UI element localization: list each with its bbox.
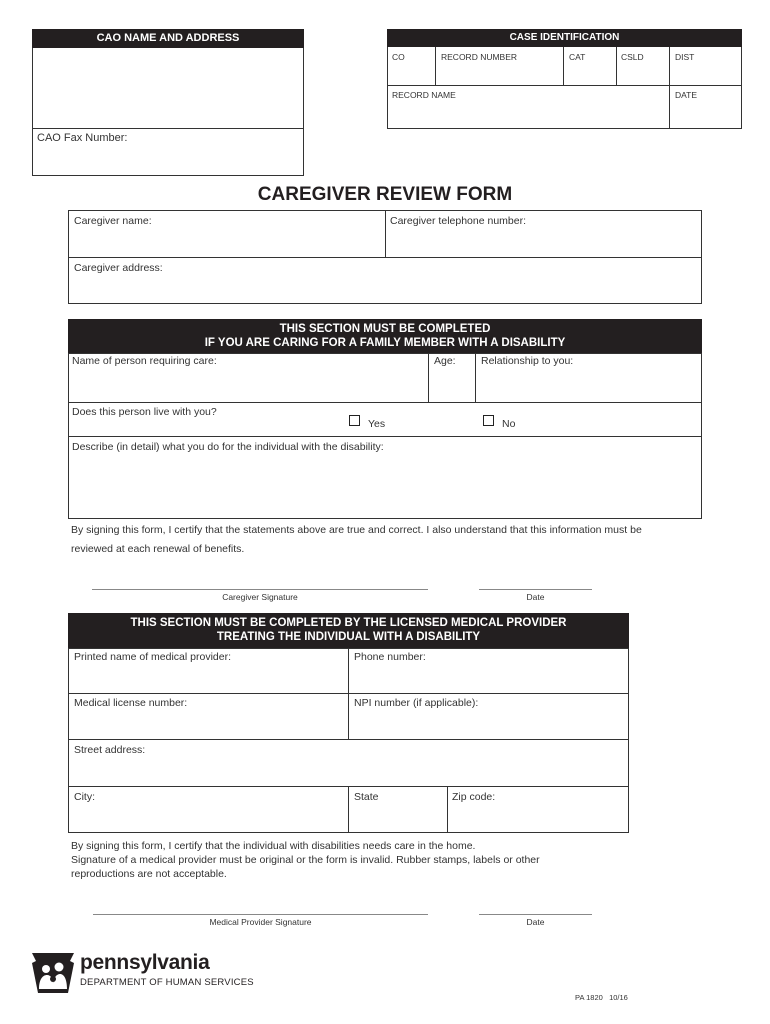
caregiver-divider: [68, 257, 702, 258]
city-label: City:: [74, 791, 95, 803]
case-cat-label: CAT: [569, 52, 586, 62]
caregiver-phone-field[interactable]: [386, 230, 701, 256]
case-id-row-divider: [387, 85, 742, 86]
case-csld-label: CSLD: [621, 52, 644, 62]
npi-field[interactable]: [349, 711, 628, 738]
section1-certify-text: By signing this form, I certify that the statements above are true and correct. I also understand that this information must be: [71, 524, 642, 536]
keystone-family-icon: [30, 949, 76, 995]
yes-label: Yes: [368, 418, 386, 430]
state-label: State: [354, 791, 379, 803]
street-field[interactable]: [69, 758, 628, 785]
footer-brand: pennsylvania: [80, 951, 210, 974]
case-co-field[interactable]: [388, 62, 434, 84]
case-dist-label: DIST: [675, 52, 695, 62]
relationship-label: Relationship to you:: [481, 355, 574, 367]
section2-header-line1: THIS SECTION MUST BE COMPLETED BY THE LICENSED MEDICAL PROVIDER: [130, 617, 567, 629]
case-date-field[interactable]: [670, 100, 741, 128]
yes-checkbox[interactable]: [349, 415, 360, 426]
npi-label: NPI number (if applicable):: [354, 697, 479, 709]
section2-certify-line1: By signing this form, I certify that the individual with disabilities needs care in the home.: [71, 840, 476, 852]
section2-header: [68, 613, 629, 648]
provider-signature-line[interactable]: [93, 914, 428, 915]
case-csld-field[interactable]: [617, 62, 668, 84]
cao-header: CAO NAME AND ADDRESS: [32, 29, 304, 48]
case-co-label: CO: [392, 52, 405, 62]
case-date-label: DATE: [675, 90, 698, 100]
case-record-number-label: RECORD NUMBER: [441, 52, 518, 62]
section1-divider: [68, 402, 702, 403]
section1-header-line1: THIS SECTION MUST BE COMPLETED: [279, 323, 491, 335]
caregiver-name-field[interactable]: [69, 230, 384, 256]
street-label: Street address:: [74, 744, 146, 756]
describe-label: Describe (in detail) what you do for the individual with the disability:: [72, 441, 384, 453]
provider-name-field[interactable]: [69, 665, 347, 692]
city-field[interactable]: [69, 805, 347, 832]
describe-field[interactable]: [69, 456, 701, 518]
age-label: Age:: [434, 355, 456, 367]
caregiver-address-label: Caregiver address:: [74, 262, 163, 274]
form-title: CAREGIVER REVIEW FORM: [257, 184, 513, 205]
provider-signature-label: Medical Provider Signature: [209, 917, 312, 927]
case-record-name-label: RECORD NAME: [392, 90, 456, 100]
live-with-label: Does this person live with you?: [72, 406, 217, 418]
license-field[interactable]: [69, 711, 347, 738]
section2-certify-line2: Signature of a medical provider must be original or the form is invalid. Rubber stamps, labels or other: [71, 854, 540, 866]
caregiver-address-field[interactable]: [69, 277, 701, 303]
cao-divider: [32, 128, 304, 129]
case-cat-field[interactable]: [564, 62, 615, 84]
section2-divider: [68, 739, 629, 740]
form-number-code: PA 1820: [575, 993, 603, 1002]
section1-header: [68, 319, 702, 353]
section1-divider: [68, 436, 702, 437]
no-label: No: [502, 418, 516, 430]
person-name-field[interactable]: [69, 369, 427, 401]
footer-department: DEPARTMENT OF HUMAN SERVICES: [80, 977, 254, 988]
license-label: Medical license number:: [74, 697, 188, 709]
provider-phone-label: Phone number:: [354, 651, 426, 663]
caregiver-date-line[interactable]: [479, 589, 592, 590]
section2-certify-line3: reproductions are not acceptable.: [71, 868, 227, 880]
no-checkbox[interactable]: [483, 415, 494, 426]
zip-label: Zip code:: [452, 791, 496, 803]
provider-date-label: Date: [526, 917, 545, 927]
zip-field[interactable]: [448, 805, 628, 832]
case-id-header: CASE IDENTIFICATION: [387, 29, 742, 47]
section1-header-line2: IF YOU ARE CARING FOR A FAMILY MEMBER WITH A DISABILITY: [204, 337, 566, 349]
provider-phone-field[interactable]: [349, 665, 628, 692]
case-record-name-field[interactable]: [388, 100, 668, 128]
section2-header-line2: TREATING THE INDIVIDUAL WITH A DISABILITY: [216, 631, 481, 643]
age-field[interactable]: [429, 369, 474, 401]
case-record-number-field[interactable]: [436, 62, 562, 84]
provider-date-line[interactable]: [479, 914, 592, 915]
caregiver-signature-label: Caregiver Signature: [222, 592, 298, 602]
section1-certify-text2: reviewed at each renewal of benefits.: [71, 543, 245, 555]
person-name-label: Name of person requiring care:: [72, 355, 217, 367]
state-field[interactable]: [349, 805, 446, 832]
caregiver-signature-line[interactable]: [92, 589, 428, 590]
caregiver-phone-label: Caregiver telephone number:: [390, 215, 526, 227]
cao-fax-field[interactable]: [33, 146, 303, 175]
relationship-field[interactable]: [476, 369, 701, 401]
form-number: [575, 993, 628, 1002]
provider-name-label: Printed name of medical provider:: [74, 651, 231, 663]
caregiver-date-label: Date: [526, 592, 545, 602]
cao-name-address-field[interactable]: [33, 48, 303, 128]
caregiver-name-label: Caregiver name:: [74, 215, 152, 227]
cao-fax-label: CAO Fax Number:: [37, 132, 128, 144]
case-dist-field[interactable]: [670, 62, 741, 84]
form-number-date: 10/16: [609, 993, 628, 1002]
